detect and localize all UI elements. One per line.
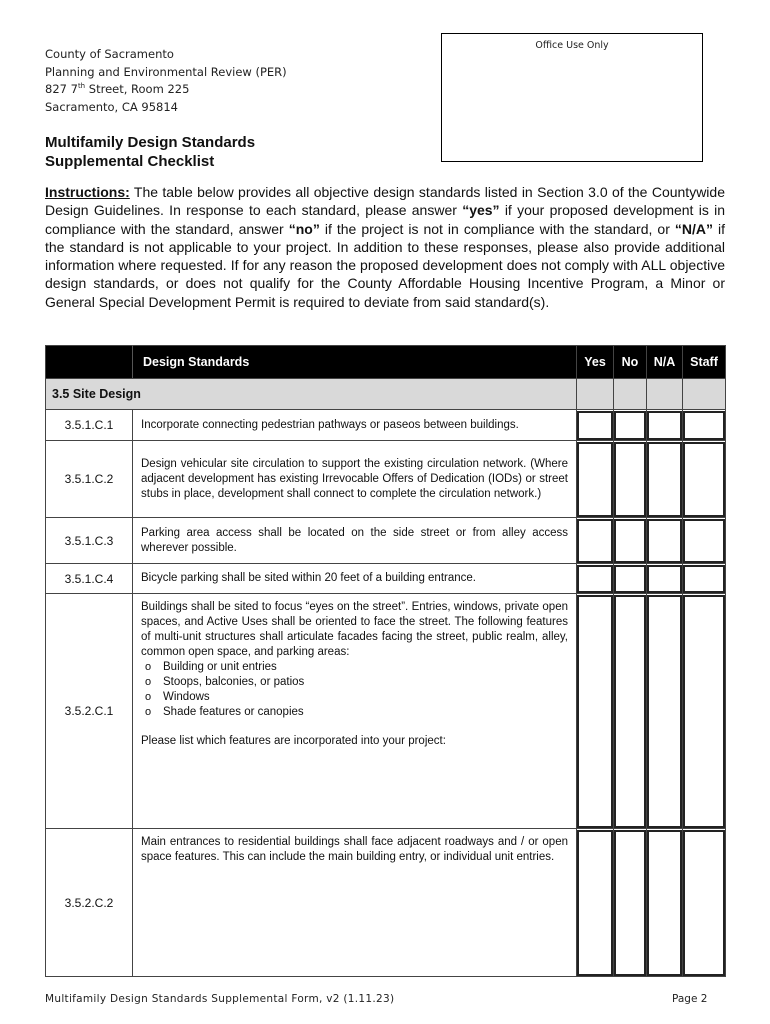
no-checkbox[interactable] [614, 518, 647, 564]
standard-text: Main entrances to residential buildings shall face adjacent roadways and / or open space features. This can include the main building entry, or individual unit entries. [133, 829, 577, 977]
standard-code: 3.5.1.C.4 [46, 564, 133, 594]
header-code [46, 346, 133, 379]
standard-text: Parking area access shall be located on the side street or from alley access wherever possible. [133, 518, 577, 564]
staff-checkbox[interactable] [683, 518, 726, 564]
table-row [46, 518, 726, 564]
footer-form-name: Multifamily Design Standards Supplemental Form, v2 (1.11.23) [45, 993, 395, 1005]
footer-page-number: Page 2 [672, 993, 708, 1005]
form-title-line-1: Multifamily Design Standards [45, 134, 256, 151]
standard-code: 3.5.2.C.2 [46, 829, 133, 977]
features-prompt: Please list which features are incorporated into your project: [141, 735, 446, 747]
standard-text: Incorporate connecting pedestrian pathways or paseos between buildings. [133, 410, 577, 441]
staff-checkbox[interactable] [683, 564, 726, 594]
header-yes: Yes [577, 346, 614, 379]
address-line-2: Planning and Environmental Review (PER) [45, 64, 287, 79]
table-row [46, 441, 726, 518]
standard-text: Design vehicular site circulation to support the existing circulation network. (Where adjacent development has existing Irrevocable Offers of Dedication (IODs) or street stubs in place, development shall connect to complete the circulation network.) [133, 441, 577, 518]
list-item: o Windows [141, 690, 568, 705]
no-checkbox[interactable] [614, 441, 647, 518]
table-row [46, 829, 726, 977]
yes-checkbox[interactable] [577, 441, 614, 518]
staff-checkbox[interactable] [683, 441, 726, 518]
header-design-standards: Design Standards [133, 346, 577, 379]
standard-code: 3.5.1.C.2 [46, 441, 133, 518]
instructions-label: Instructions: [45, 184, 130, 200]
yes-checkbox[interactable] [577, 564, 614, 594]
address-line-4: Sacramento, CA 95814 [45, 99, 179, 114]
design-standards-table [45, 345, 726, 977]
yes-checkbox[interactable] [577, 594, 614, 829]
form-title [45, 133, 255, 171]
office-use-box [441, 33, 703, 162]
na-checkbox[interactable] [647, 518, 683, 564]
form-title-line-2: Supplemental Checklist [45, 153, 215, 170]
header-no: No [614, 346, 647, 379]
staff-checkbox[interactable] [683, 594, 726, 829]
standard-text: Bicycle parking shall be sited within 20 feet of a building entrance. [133, 564, 577, 594]
standard-code: 3.5.1.C.3 [46, 518, 133, 564]
list-item: o Building or unit entries [141, 660, 568, 675]
staff-checkbox[interactable] [683, 410, 726, 441]
yes-checkbox[interactable] [577, 518, 614, 564]
list-item: o Stoops, balconies, or patios [141, 675, 568, 690]
table-row [46, 410, 726, 441]
no-checkbox[interactable] [614, 829, 647, 977]
office-use-label: Office Use Only [535, 40, 609, 51]
header-na: N/A [647, 346, 683, 379]
section-title: 3.5 Site Design [46, 379, 577, 410]
section-row [46, 379, 726, 410]
address-line-1: County of Sacramento [45, 47, 174, 61]
standard-code: 3.5.2.C.1 [46, 594, 133, 829]
no-checkbox[interactable] [614, 410, 647, 441]
yes-checkbox[interactable] [577, 410, 614, 441]
standard-text-block [133, 594, 577, 829]
table-row [46, 564, 726, 594]
na-checkbox[interactable] [647, 410, 683, 441]
instructions-paragraph: Instructions: The table below provides all objective design standards listed in Section 3.0 of the Countywide Design Guidelines. In response to each standard, please answer “yes” if your proposed development is in compliance with the standard, answer “no” if the project is not in compliance with the standard, or “N/A” if the standard is not applicable to your project. In addition to these responses, please also provide additional information where requested. If for any reason the proposed development does not comply with ALL objective design standards, or does not qualify for the County Affordable Housing Incentive Program, a Minor or General Special Development Permit is required to deviate from said standard(s). [45, 184, 726, 310]
table-row [46, 594, 726, 829]
na-checkbox[interactable] [647, 594, 683, 829]
header-staff: Staff [683, 346, 726, 379]
standard-code: 3.5.1.C.1 [46, 410, 133, 441]
address-line-3: 827 7th Street, Room 225 [45, 82, 190, 96]
agency-address [45, 46, 287, 116]
na-checkbox[interactable] [647, 829, 683, 977]
staff-checkbox[interactable] [683, 829, 726, 977]
na-checkbox[interactable] [647, 564, 683, 594]
yes-checkbox[interactable] [577, 829, 614, 977]
standard-text: Buildings shall be sited to focus “eyes on the street”. Entries, windows, private open spaces, and Active Uses shall be oriented to face the street. The following features of multi-unit structures shall articulate facades facing the street, public realm, alley, common open space, and parking areas: [141, 601, 568, 658]
na-checkbox[interactable] [647, 441, 683, 518]
no-checkbox[interactable] [614, 594, 647, 829]
no-checkbox[interactable] [614, 564, 647, 594]
table-header-row [46, 346, 726, 379]
feature-list [141, 660, 568, 720]
list-item: o Shade features or canopies [141, 705, 568, 720]
